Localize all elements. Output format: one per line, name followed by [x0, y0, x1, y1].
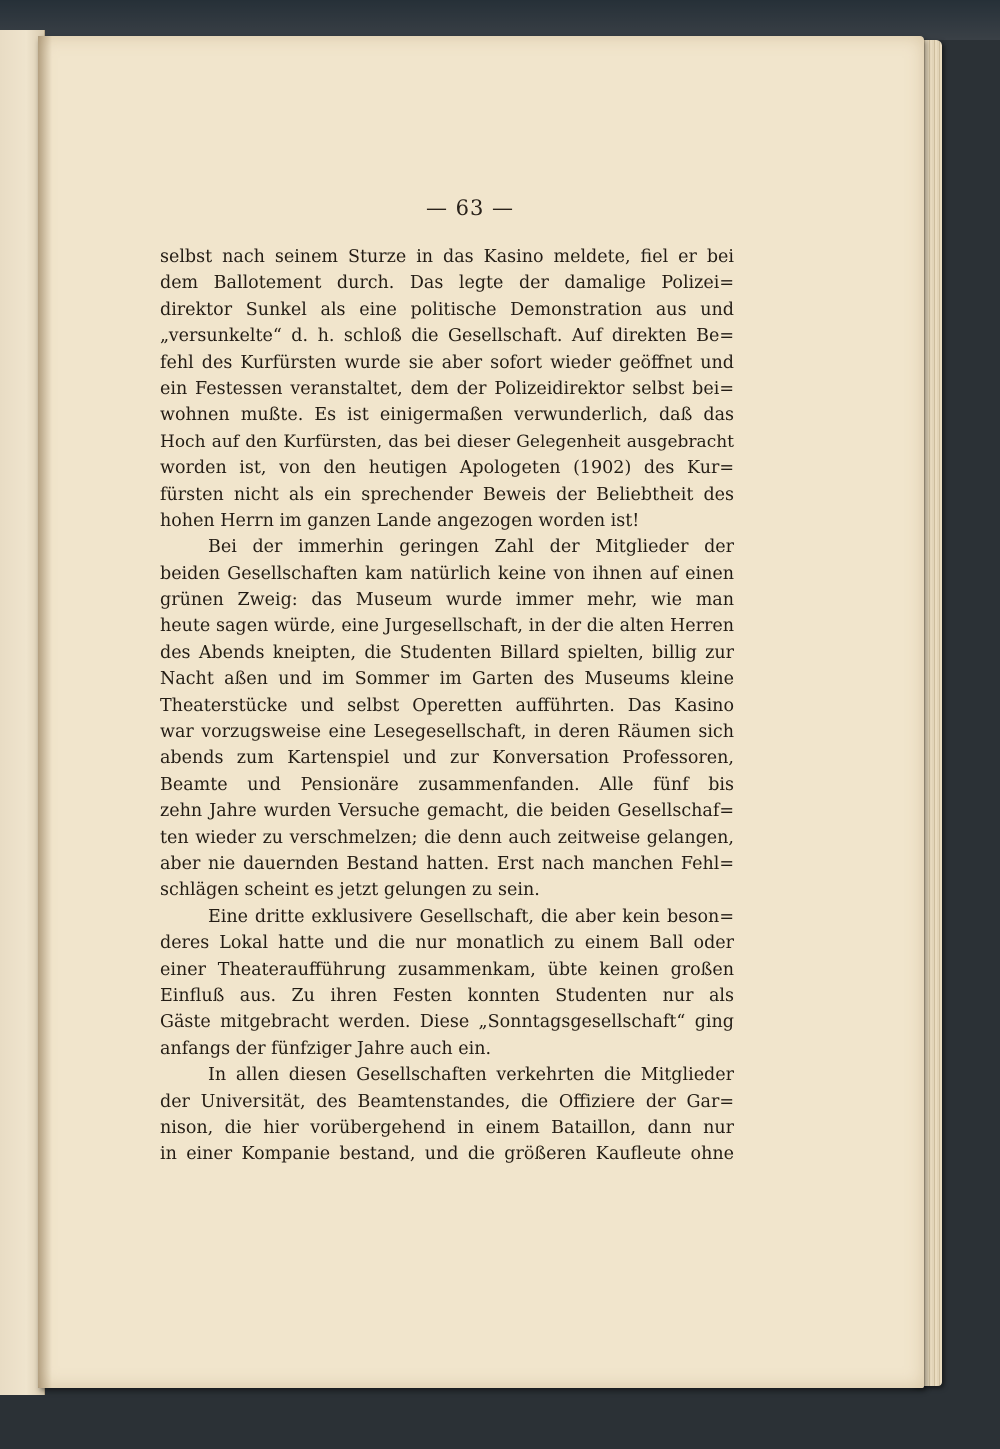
text-line: schlägen scheint es jetzt gelungen zu sein. — [160, 880, 540, 901]
page-number: — 63 — — [425, 196, 515, 220]
text-line: wohnen mußte. Es ist einigermaßen verwunderlich, daß das — [160, 405, 734, 426]
text-line: In allen diesen Gesellschaften verkehrten die Mitglieder — [208, 1065, 734, 1086]
text-line: der Universität, des Beamtenstandes, die Offiziere der Gar= — [160, 1091, 734, 1112]
text-line: Beamte und Pensionäre zusammenfanden. Alle fünf bis — [160, 774, 734, 795]
text-line: nison, die hier vorübergehend in einem Bataillon, dann nur — [160, 1117, 734, 1138]
text-line: des Abends kneipten, die Studenten Billard spielten, billig zur — [160, 642, 734, 663]
text-line: beiden Gesellschaften kam natürlich keine von ihnen auf einen — [160, 563, 734, 584]
text-line: abends zum Kartenspiel und zur Konversation Professoren, — [160, 748, 734, 769]
text-line: dem Ballotement durch. Das legte der damalige Polizei= — [160, 273, 734, 294]
text-line: war vorzugsweise eine Lesegesellschaft, in deren Räumen sich — [160, 722, 734, 743]
text-line: grünen Zweig: das Museum wurde immer mehr, wie man — [160, 590, 734, 611]
body-text — [160, 244, 734, 1168]
text-line: Theaterstücke und selbst Operetten aufführten. Das Kasino — [160, 695, 734, 716]
text-line: zehn Jahre wurden Versuche gemacht, die beiden Gesellschaf= — [160, 801, 734, 822]
text-line: worden ist, von den heutigen Apologeten (1902) des Kur= — [160, 458, 734, 479]
text-line: anfangs der fünfziger Jahre auch ein. — [160, 1038, 492, 1059]
text-line: aber nie dauernden Bestand hatten. Erst nach manchen Fehl= — [160, 853, 734, 874]
text-line: deres Lokal hatte und die nur monatlich zu einem Ball oder — [160, 933, 734, 954]
text-line: „versunkelte“ d. h. schloß die Gesellschaft. Auf direkten Be= — [160, 326, 734, 347]
text-line: fürsten nicht als ein sprechender Beweis der Beliebtheit des — [160, 484, 734, 505]
text-line: einer Theateraufführung zusammenkam, übte keinen großen — [160, 959, 734, 980]
text-line: in einer Kompanie bestand, und die größeren Kaufleute ohne — [160, 1144, 734, 1165]
text-line: ein Festessen veranstaltet, dem der Polizeidirektor selbst bei= — [160, 378, 734, 399]
text-line: Gäste mitgebracht werden. Diese „Sonntagsgesellschaft“ ging — [160, 1012, 734, 1033]
text-line: fehl des Kurfürsten wurde sie aber sofort wieder geöffnet und — [160, 352, 734, 373]
text-line: Hoch auf den Kurfürsten, das bei dieser Gelegenheit ausgebracht — [160, 431, 734, 452]
page-gutter-shadow — [38, 36, 52, 1388]
text-line: Bei der immerhin geringen Zahl der Mitglieder der — [208, 537, 734, 558]
text-line: direktor Sunkel als eine politische Demonstration aus und — [160, 299, 734, 320]
text-line: Nacht aßen und im Sommer im Garten des Museums kleine — [160, 669, 734, 690]
text-line: Einfluß aus. Zu ihren Festen konnten Studenten nur als — [160, 985, 734, 1006]
text-line: Eine dritte exklusivere Gesellschaft, die aber kein beson= — [208, 906, 734, 927]
scan-background — [0, 0, 1000, 40]
text-line: heute sagen würde, eine Jurgesellschaft, in der die alten Herren — [160, 616, 734, 637]
text-line: hohen Herrn im ganzen Lande angezogen worden ist! — [160, 510, 640, 531]
text-line: selbst nach seinem Sturze in das Kasino meldete, fiel er bei — [160, 247, 734, 267]
text-line: ten wieder zu verschmelzen; die denn auch zeitweise gelangen, — [160, 827, 734, 848]
